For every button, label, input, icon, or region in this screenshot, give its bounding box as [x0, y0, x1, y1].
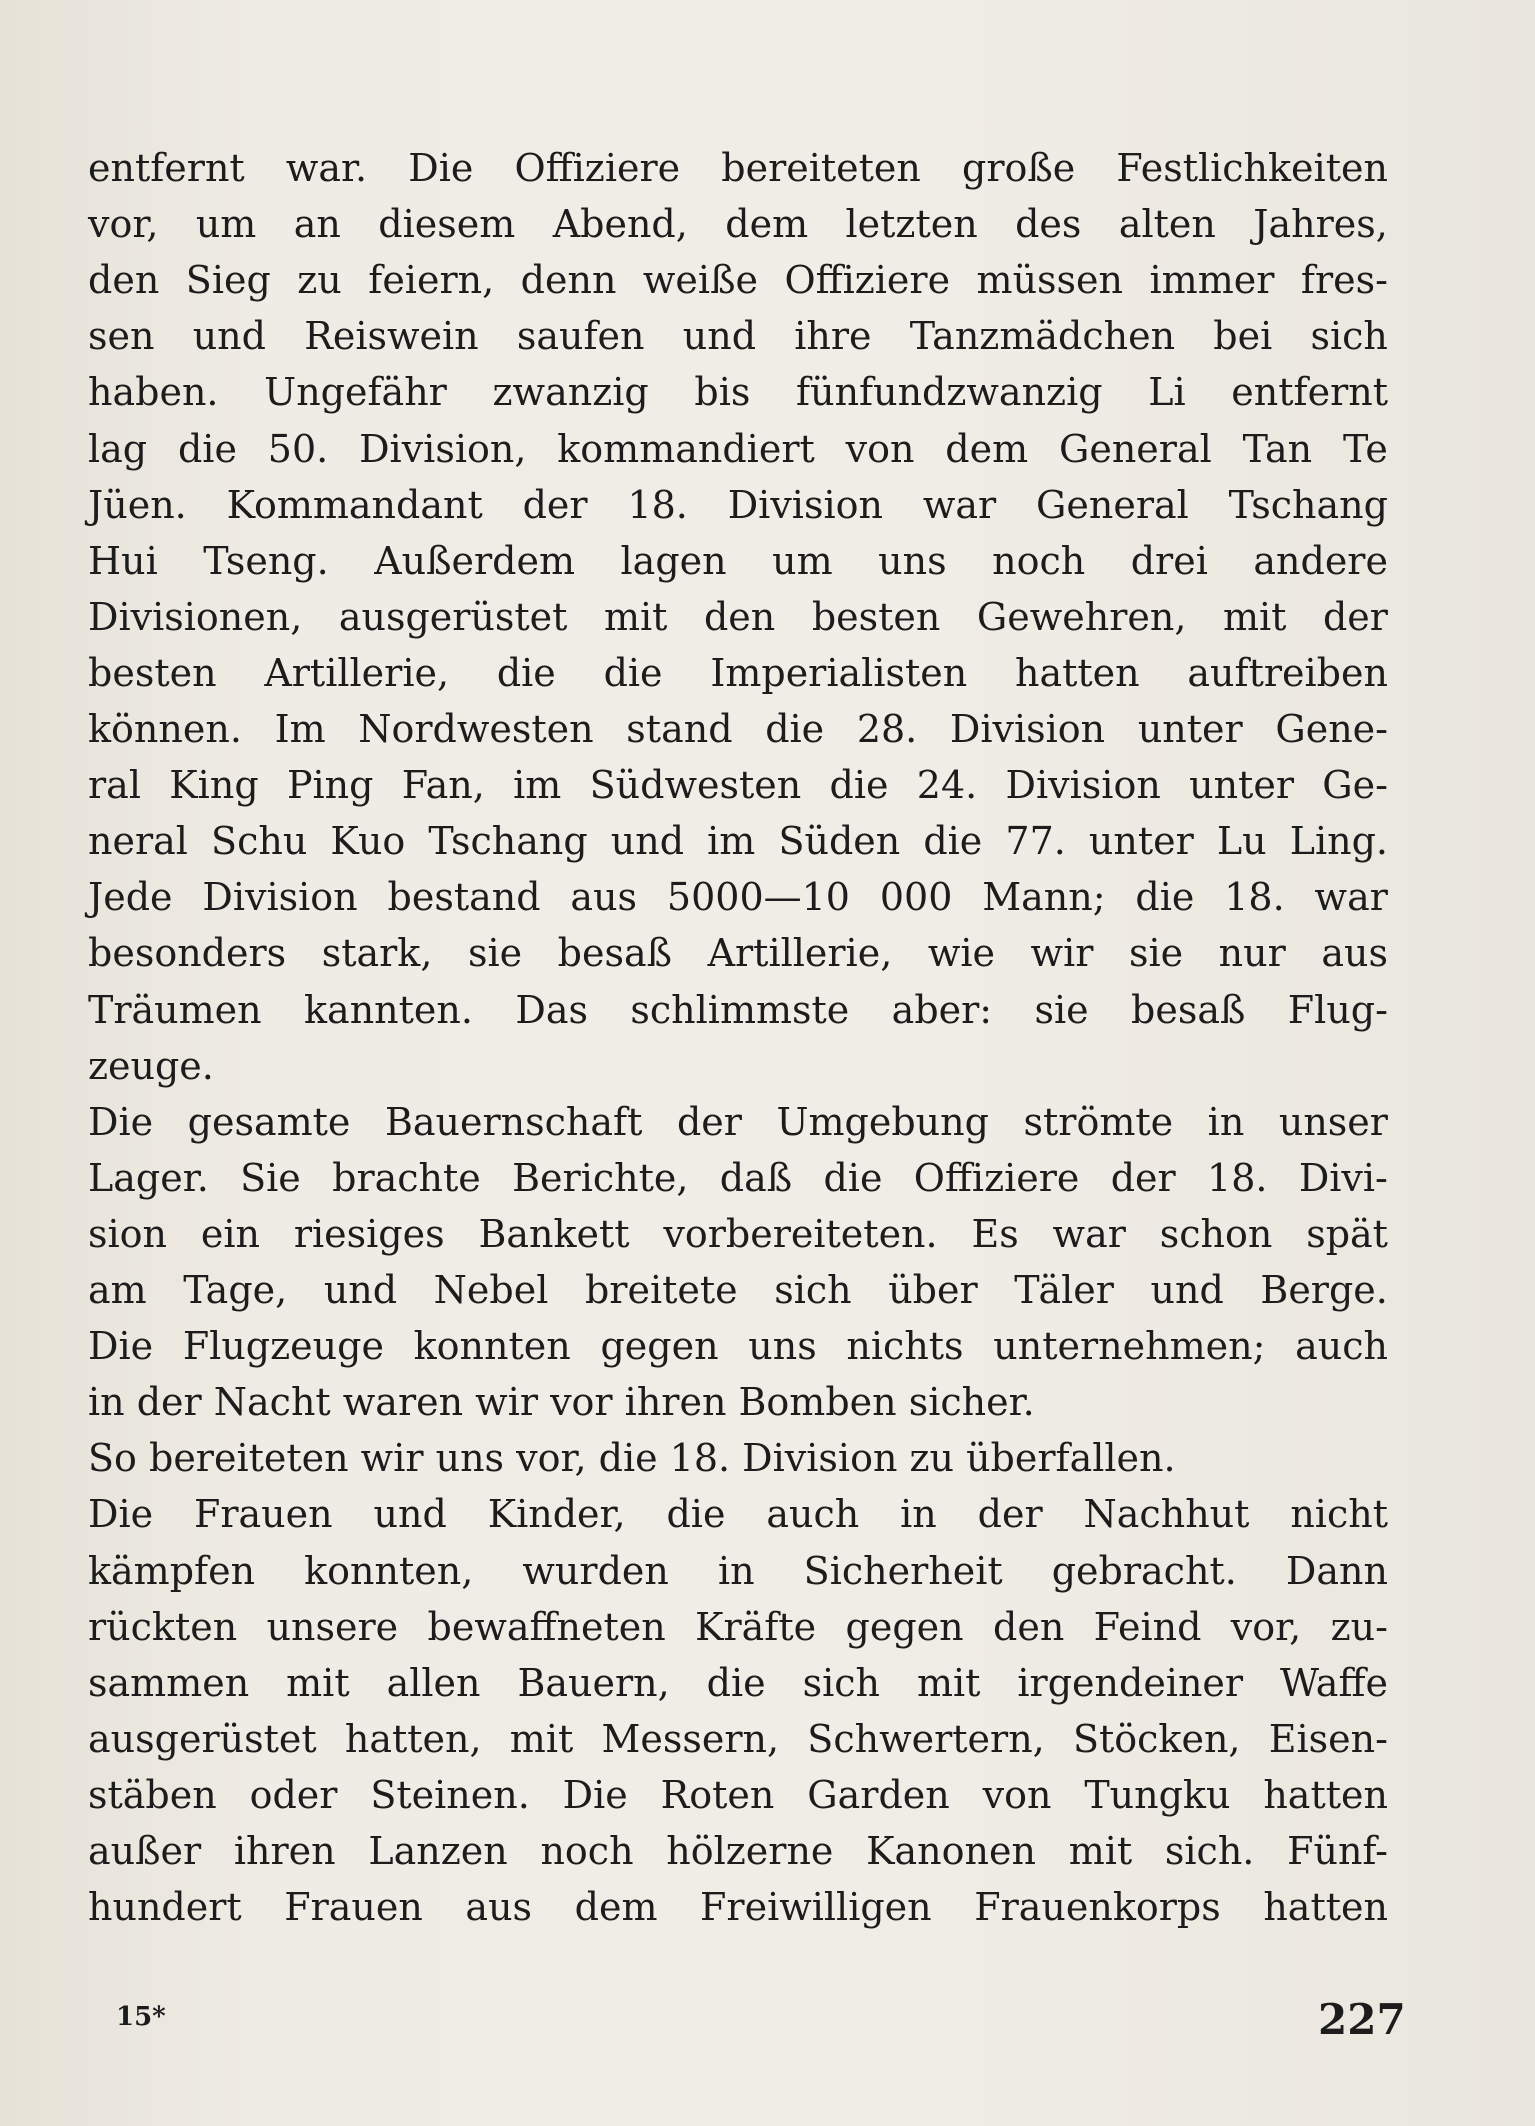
word: lag: [88, 426, 148, 471]
word: Sicherheit: [803, 1548, 1003, 1593]
word: wie: [927, 931, 995, 976]
word: bewaffneten: [427, 1604, 666, 1649]
word: Reiswein: [304, 314, 479, 359]
word: war: [1314, 875, 1388, 920]
word: alten: [1118, 202, 1216, 247]
text-line: [88, 196, 1388, 252]
word: Gene-: [1275, 707, 1388, 751]
word: schon: [1159, 1211, 1273, 1256]
word: zu: [297, 258, 342, 303]
word: Division: [1005, 763, 1161, 808]
word: Offiziere: [784, 258, 951, 303]
word: ein: [200, 1211, 260, 1256]
word: riesiges: [293, 1211, 445, 1256]
word: Lu: [1216, 819, 1267, 864]
word: kämpfen: [88, 1548, 256, 1593]
text-line: [88, 982, 1388, 1038]
text-line: [88, 1486, 1388, 1542]
word: die: [823, 1155, 883, 1200]
word: Lager.: [88, 1155, 209, 1200]
word: wurden: [522, 1548, 669, 1593]
word: war: [922, 482, 997, 527]
word: sich: [774, 1268, 852, 1312]
text-line: zeuge.: [88, 1043, 214, 1088]
word: hatten: [1014, 650, 1140, 695]
word: die: [603, 650, 663, 695]
word: sie: [1128, 931, 1184, 976]
word: der: [977, 1492, 1043, 1537]
word: bei: [1213, 314, 1273, 359]
word: Frauen: [194, 1492, 333, 1537]
word: King: [169, 763, 259, 808]
word: und: [373, 1492, 447, 1537]
word: Eisen-: [1268, 1716, 1388, 1761]
word: gegen: [600, 1324, 719, 1369]
word: unternehmen;: [993, 1324, 1266, 1369]
word: die: [829, 763, 889, 808]
word: Freiwilligen: [700, 1885, 932, 1930]
word: noch: [992, 538, 1086, 583]
word: unsere: [266, 1604, 399, 1649]
word: sich.: [1164, 1829, 1255, 1873]
word: lagen: [620, 538, 727, 583]
word: Frauen: [284, 1885, 423, 1930]
word: Flugzeuge: [182, 1324, 384, 1369]
word: und: [610, 819, 685, 864]
text-line: [88, 308, 1388, 364]
word: an: [293, 202, 341, 247]
word: sich: [1310, 314, 1388, 359]
word: war: [1052, 1211, 1126, 1256]
word: Sieg: [185, 258, 271, 303]
word: denn: [520, 258, 617, 303]
word: gebracht.: [1051, 1548, 1237, 1593]
word: Feind: [1093, 1604, 1202, 1649]
word: uns: [748, 1324, 817, 1369]
word: von: [845, 426, 915, 471]
word: Lanzen: [368, 1829, 508, 1873]
word: Die: [408, 146, 474, 190]
word: Tschang: [1228, 482, 1388, 527]
word: besten: [88, 650, 217, 695]
word: der: [1110, 1155, 1176, 1200]
word: ausgerüstet: [338, 594, 568, 639]
word: sen: [88, 314, 155, 359]
word: sammen: [88, 1660, 250, 1705]
word: den: [703, 594, 776, 639]
word: Bankett: [478, 1211, 630, 1256]
word: hundert: [88, 1885, 242, 1930]
word: Li: [1148, 370, 1186, 415]
word: Waffe: [1280, 1660, 1388, 1705]
word: schlimmste: [630, 987, 850, 1032]
word: große: [962, 146, 1076, 190]
word: 77.: [1005, 819, 1066, 864]
word: die: [765, 707, 825, 751]
word: drei: [1130, 538, 1208, 583]
text-line: [88, 1094, 1388, 1150]
word: hatten,: [344, 1716, 482, 1761]
word: feiern,: [368, 258, 495, 303]
word: Division: [727, 482, 883, 527]
word: 24.: [916, 763, 978, 808]
word: Offiziere: [913, 1155, 1080, 1200]
word: die: [177, 426, 237, 471]
word: im: [707, 819, 756, 864]
word: am: [88, 1268, 147, 1312]
word: besaß: [557, 931, 673, 976]
word: 000: [879, 875, 953, 920]
word: mit: [1068, 1829, 1133, 1873]
word: Ling.: [1289, 819, 1388, 864]
word: konnten: [413, 1324, 571, 1369]
word: 18.: [1207, 1155, 1268, 1200]
word: und: [192, 314, 266, 359]
word: Gewehren,: [976, 594, 1187, 639]
word: können.: [88, 707, 242, 751]
word: Divi-: [1298, 1155, 1388, 1200]
word: Divisionen,: [88, 594, 303, 639]
word: hölzerne: [666, 1829, 834, 1873]
word: von: [982, 1772, 1052, 1817]
word: die: [496, 650, 556, 695]
text-line: [88, 1206, 1388, 1262]
text-line: [88, 925, 1388, 981]
word: Berichte,: [512, 1155, 689, 1200]
word: Kuo: [330, 819, 406, 864]
word: hatten: [1263, 1772, 1388, 1817]
word: wir: [1030, 931, 1094, 976]
text-line: [88, 869, 1388, 925]
word: des: [1015, 202, 1082, 247]
word: Schu: [211, 819, 308, 864]
word: um: [772, 538, 833, 583]
word: neral: [88, 819, 188, 864]
word: irgendeiner: [1017, 1660, 1244, 1705]
word: bis: [694, 370, 751, 415]
printer-signature-mark: 15*: [116, 2002, 166, 2032]
word: und: [682, 314, 757, 359]
word: Abend,: [552, 202, 688, 247]
word: der: [1322, 594, 1388, 639]
text-line: So bereiteten wir uns vor, die 18. Division zu überfallen.: [88, 1436, 1176, 1481]
word: dem: [945, 426, 1029, 471]
word: war.: [285, 146, 368, 190]
word: weiße: [642, 258, 758, 303]
word: immer: [1149, 258, 1275, 303]
word: die: [1135, 875, 1195, 920]
word: Ge-: [1322, 763, 1388, 808]
word: unter: [1189, 763, 1294, 808]
word: die: [923, 819, 983, 864]
word: Tungku: [1084, 1772, 1231, 1817]
word: Kinder,: [487, 1492, 626, 1537]
word: Flug-: [1287, 987, 1388, 1032]
word: Nebel: [433, 1268, 549, 1312]
word: zwanzig: [492, 370, 649, 415]
word: fünfundzwanzig: [796, 370, 1103, 415]
page-number: 227: [1318, 1995, 1406, 2044]
text-line: [88, 701, 1388, 757]
word: bestand: [387, 875, 541, 920]
word: vor,: [88, 202, 159, 247]
word: Messern,: [601, 1716, 780, 1761]
word: mit: [509, 1716, 574, 1761]
word: den: [993, 1604, 1065, 1649]
text-line: [88, 1711, 1388, 1767]
word: Imperialisten: [710, 650, 968, 695]
word: Nachhut: [1083, 1492, 1250, 1537]
word: gesamte: [187, 1099, 351, 1144]
word: 5000—10: [666, 875, 850, 920]
word: konnten,: [304, 1548, 474, 1593]
word: ral: [88, 763, 141, 808]
word: Roten: [660, 1772, 775, 1817]
word: entfernt: [1231, 370, 1388, 415]
word: Träumen: [88, 987, 262, 1032]
word: Süden: [778, 819, 901, 864]
word: Jahres,: [1253, 202, 1388, 247]
word: kommandiert: [557, 426, 815, 471]
word: Division: [949, 707, 1106, 751]
word: unter: [1137, 707, 1243, 751]
word: über: [888, 1268, 978, 1312]
text-line: in der Nacht waren wir vor ihren Bomben sicher.: [88, 1380, 1035, 1425]
word: die: [666, 1492, 726, 1537]
word: sion: [88, 1211, 168, 1256]
text-line: [88, 252, 1388, 308]
word: und: [1150, 1268, 1224, 1312]
word: brachte: [332, 1155, 481, 1200]
word: Tan: [1242, 426, 1313, 471]
word: ihre: [794, 314, 872, 359]
word: strömte: [1023, 1099, 1174, 1144]
word: Ungefähr: [264, 370, 447, 415]
word: fres-: [1300, 258, 1388, 303]
word: General: [1036, 482, 1189, 527]
word: besonders: [88, 931, 287, 976]
word: General: [1058, 426, 1212, 471]
word: Bauernschaft: [384, 1099, 643, 1144]
text-line: [88, 140, 1388, 196]
word: Die: [562, 1772, 628, 1817]
word: breitete: [584, 1268, 738, 1312]
word: Umgebung: [776, 1099, 989, 1144]
word: 18.: [627, 482, 688, 527]
word: dem: [725, 202, 809, 247]
word: kannten.: [304, 987, 473, 1032]
word: in: [1207, 1099, 1245, 1144]
word: Kommandant: [226, 482, 483, 527]
word: nicht: [1290, 1492, 1388, 1537]
word: besten: [811, 594, 941, 639]
word: mit: [603, 594, 668, 639]
word: noch: [540, 1829, 634, 1873]
word: 28.: [856, 707, 918, 751]
word: Südwesten: [589, 763, 802, 808]
word: entfernt: [88, 146, 245, 190]
text-line: [88, 1318, 1388, 1374]
word: Schwertern,: [807, 1716, 1045, 1761]
word: aber:: [891, 987, 993, 1032]
word: Im: [274, 707, 326, 751]
word: hatten: [1263, 1885, 1388, 1930]
text-line: [88, 533, 1388, 589]
text-line: [88, 421, 1388, 477]
text-line: [88, 477, 1388, 533]
word: im: [513, 763, 562, 808]
word: gegen: [845, 1604, 964, 1649]
word: Berge.: [1260, 1268, 1388, 1312]
word: Tseng.: [203, 538, 329, 583]
text-line: [88, 589, 1388, 645]
word: Sie: [240, 1155, 301, 1200]
word: in: [900, 1492, 937, 1537]
word: vorbereiteten.: [663, 1211, 938, 1256]
word: die: [706, 1660, 766, 1705]
word: Kräfte: [695, 1604, 817, 1649]
word: Offiziere: [514, 146, 681, 190]
word: Nordwesten: [358, 707, 594, 751]
text-line: [88, 757, 1388, 813]
word: vor,: [1230, 1604, 1302, 1649]
word: Jede: [88, 875, 173, 920]
word: Tschang: [428, 819, 588, 864]
word: müssen: [976, 258, 1124, 303]
word: Steinen.: [370, 1772, 530, 1817]
word: nichts: [846, 1324, 964, 1369]
word: Fünf-: [1287, 1829, 1388, 1873]
word: Tanzmädchen: [909, 314, 1176, 359]
word: 50.: [267, 426, 329, 471]
word: auch: [766, 1492, 860, 1537]
word: Die: [88, 1099, 154, 1144]
word: sie: [1034, 987, 1089, 1032]
word: diesem: [378, 202, 516, 247]
word: sich: [802, 1660, 881, 1705]
word: Jüen.: [88, 482, 187, 527]
word: mit: [916, 1660, 981, 1705]
word: auch: [1295, 1324, 1388, 1369]
word: aus: [570, 875, 638, 920]
word: haben.: [88, 370, 219, 415]
text-line: [88, 364, 1388, 420]
word: und: [323, 1268, 398, 1312]
word: Artillerie,: [707, 931, 893, 976]
word: aus: [465, 1885, 533, 1930]
text-line: [88, 1655, 1388, 1711]
word: der: [676, 1099, 742, 1144]
word: Die: [88, 1324, 154, 1369]
text-line: [88, 1879, 1388, 1935]
word: außer: [88, 1829, 202, 1873]
word: stand: [626, 707, 733, 751]
word: 18.: [1224, 875, 1285, 920]
text-line: [88, 1599, 1388, 1655]
word: Dann: [1285, 1548, 1388, 1593]
word: letzten: [845, 202, 978, 247]
word: uns: [878, 538, 947, 583]
word: andere: [1253, 538, 1388, 583]
word: saufen: [516, 314, 645, 359]
word: Täler: [1014, 1268, 1114, 1312]
word: der: [522, 482, 588, 527]
text-line: [88, 1262, 1388, 1318]
word: Division,: [359, 426, 527, 471]
text-line: [88, 1767, 1388, 1823]
word: unter: [1088, 819, 1194, 864]
word: Te: [1342, 426, 1388, 471]
word: um: [195, 202, 257, 247]
word: ausgerüstet: [88, 1716, 317, 1761]
text-line: [88, 1823, 1388, 1879]
word: auftreiben: [1187, 650, 1388, 695]
word: sie: [467, 931, 523, 976]
word: stark,: [321, 931, 433, 976]
word: Bauern,: [517, 1660, 670, 1705]
word: rückten: [88, 1604, 238, 1649]
word: aus: [1321, 931, 1388, 976]
word: mit: [1222, 594, 1287, 639]
word: besaß: [1131, 987, 1246, 1032]
word: Garden: [807, 1772, 950, 1817]
word: dem: [574, 1885, 658, 1930]
text-line: [88, 1150, 1388, 1206]
word: den: [88, 258, 160, 303]
word: in: [717, 1548, 755, 1593]
word: Mann;: [982, 875, 1106, 920]
word: Festlichkeiten: [1116, 146, 1388, 190]
text-line: [88, 645, 1388, 701]
word: zu-: [1330, 1604, 1388, 1649]
word: Das: [515, 987, 588, 1032]
word: Stöcken,: [1072, 1716, 1241, 1761]
word: stäben: [88, 1772, 217, 1817]
word: nur: [1218, 931, 1286, 976]
word: Kanonen: [866, 1829, 1036, 1873]
word: Division: [202, 875, 358, 920]
word: mit: [286, 1660, 350, 1705]
word: Es: [971, 1211, 1019, 1256]
text-line: [88, 813, 1388, 869]
word: Hui: [88, 538, 158, 583]
word: Fan,: [401, 763, 485, 808]
word: daß: [719, 1155, 793, 1200]
word: oder: [249, 1772, 338, 1817]
word: ihren: [233, 1829, 336, 1873]
word: Außerdem: [374, 538, 576, 583]
word: Tage,: [183, 1268, 288, 1312]
word: Artillerie,: [264, 650, 450, 695]
word: unser: [1278, 1099, 1388, 1144]
word: spät: [1306, 1211, 1388, 1256]
word: Frauenkorps: [974, 1885, 1221, 1930]
word: bereiteten: [721, 146, 921, 190]
word: Die: [88, 1492, 154, 1537]
text-line: [88, 1543, 1388, 1599]
word: allen: [386, 1660, 481, 1705]
word: Ping: [286, 763, 374, 808]
